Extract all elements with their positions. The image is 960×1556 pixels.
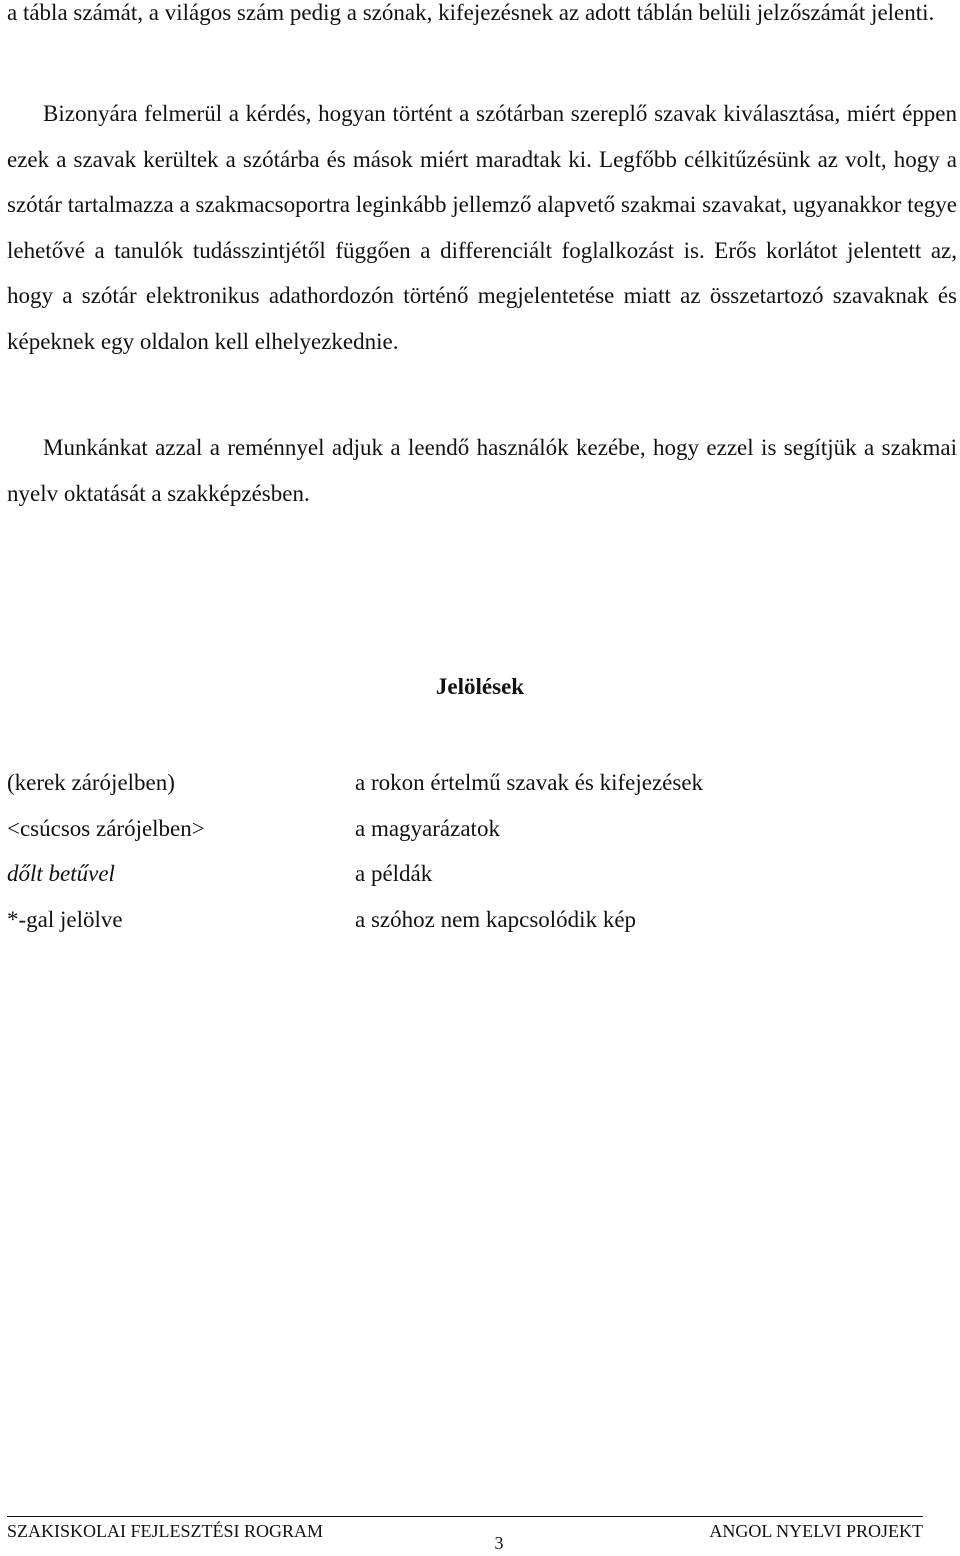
legend-row <box>7 851 907 897</box>
legend-term: (kerek zárójelben) <box>7 770 175 795</box>
page-number: 3 <box>494 1533 504 1553</box>
footer-divider <box>7 1516 923 1517</box>
legend-description: a magyarázatok <box>355 815 500 841</box>
footer-project-name: ANGOL NYELVI PROJEKT <box>709 1521 923 1541</box>
legend-row <box>7 806 907 852</box>
legend-heading: Jelölések <box>435 674 525 699</box>
legend-term: *-gal jelölve <box>7 906 123 932</box>
legend-description: a szóhoz nem kapcsolódik kép <box>355 906 637 932</box>
paragraph-closing: Munkánkat azzal a reménnyel adjuk a leendő használók kezébe, hogy ezzel is segítjük a szakmai nyelv oktatását a szakképzésben. <box>7 435 957 506</box>
legend-row <box>7 897 907 943</box>
legend-list <box>7 760 907 942</box>
legend-description: a rokon értelmű szavak és kifejezések <box>355 770 704 795</box>
paragraph-selection: Bizonyára felmerül a kérdés, hogyan történt a szótárban szereplő szavak kiválasztása, miért éppen ezek a szavak kerültek a szótárba és mások miért maradtak ki. Legfőbb célkitűzésünk az volt, hogy a szótár tartalmazza a szakmacsoportra leginkább jellemző alapvető szakmai szavakat, ugyanakkor tegye lehetővé a tanulók tudásszintjétől függően a differenciált foglalkozást is. Erős korlátot jelentett az, hogy a szótár elektronikus adathordozón történő megjelentetése miatt az összetartozó szavaknak és képeknek egy oldalon kell elhelyezkednie. <box>7 101 957 354</box>
footer-program-name: SZAKISKOLAI FEJLESZTÉSI ROGRAM <box>7 1521 324 1541</box>
legend-term: dőlt betűvel <box>7 861 115 886</box>
legend-description: a példák <box>355 861 433 886</box>
paragraph-intro: a tábla számát, a világos szám pedig a szónak, kifejezésnek az adott táblán belüli jelzőszámát jelenti. <box>7 0 935 25</box>
legend-term: <csúcsos zárójelben> <box>7 815 205 841</box>
legend-row <box>7 760 907 806</box>
